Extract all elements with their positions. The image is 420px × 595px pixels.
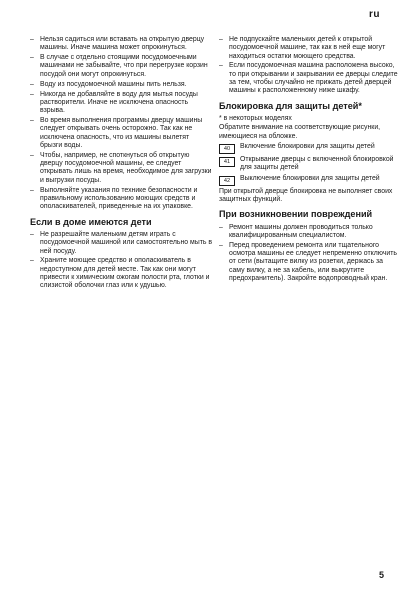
section-heading-child-lock: Блокировка для защиты детей* (219, 100, 362, 111)
figure-reference-text: Включение блокировки для защиты детей (240, 142, 375, 150)
children-bullet-list-continued (219, 36, 399, 96)
left-column (30, 36, 212, 292)
figure-reference-text: Открывание дверцы с включенной блокировкой для защиты детей (240, 155, 394, 172)
figure-reference-row (219, 156, 399, 173)
section-heading-children: Если в доме имеются дети (30, 216, 152, 227)
list-item: – Никогда не добавляйте в воду для мытья посуды растворители. Иначе не исключена опасность взрыва. (30, 91, 212, 116)
safety-bullet-list (30, 36, 212, 212)
list-item: – Если посудомоечная машина расположена высоко, то при открывании и закрывании ее дверцы следите за тем, чтобы случайно не прижать детей дверцей машины к расположенному ниже шкафу. (219, 62, 399, 95)
damage-bullet-list (219, 224, 399, 284)
list-item: – Ремонт машины должен проводиться только квалифицированным специалистом. (219, 224, 399, 241)
list-item: – Выполняйте указания по технике безопасности и правильному использованию моющих средств и ополаскивателей, приведенные на их упаковке. (30, 187, 212, 212)
list-item: – Перед проведением ремонта или тщательного осмотра машины ее следует непременно отключить от сети (вытащите вилку из розетки, держась за саму вилку, а не за кабель, или выкрутите предохранитель). Закройте водопроводный кран. (219, 242, 399, 283)
section-heading-damage: При возникновении повреждений (219, 209, 373, 220)
page-number: 5 (378, 570, 384, 580)
list-item: – Воду из посудомоечной машины пить нельзя. (30, 81, 212, 89)
figure-number-box: 42 (219, 176, 235, 186)
list-item: – Чтобы, например, не споткнуться об открытую дверцу посудомоечной машины, ее следует открывать лишь на время, необходимое для загрузки и выгрузки посуды. (30, 152, 212, 185)
list-item: – Нельзя садиться или вставать на открытую дверцу машины. Иначе машина может опрокинуться. (30, 36, 212, 53)
child-lock-note: При открытой дверце блокировка не выполняет своих защитных функций. (219, 187, 393, 203)
list-item: – Храните моющее средство и ополаскиватель в недоступном для детей месте. Так как они могут привести к химическим ожогам полости рта, глотки и слизистой оболочки глаз или к удушью. (30, 257, 212, 290)
list-item: – Не разрешайте маленьким детям играть с посудомоечной машиной или самостоятельно мыть в ней посуду. (30, 231, 212, 256)
children-bullet-list (30, 231, 212, 291)
figure-number-box: 41 (219, 157, 235, 167)
language-code: ru (369, 9, 380, 20)
right-column (219, 36, 399, 285)
figure-number-box: 40 (219, 144, 235, 154)
footnote-models: * в некоторых моделях (219, 115, 292, 123)
intro-paragraph: Обратите внимание на соответствующие рисунки, имеющиеся на обложке. (219, 124, 381, 140)
list-item: – Во время выполнения программы дверцу машины следует открывать очень осторожно. Так как не исключена опасность, что из машины вылетят брызги воды. (30, 117, 212, 150)
list-item: – В случае с отдельно стоящими посудомоечными машинами не забывайте, что при перегрузке корзин посудой они могут опрокинуться. (30, 54, 212, 79)
figure-reference-text: Выключение блокировки для защиты детей (240, 174, 380, 182)
list-item: – Не подпускайте маленьких детей к открытой посудомоечной машине, так как в ней еще могут находиться остатки моющего средства. (219, 36, 399, 61)
figure-reference-row (219, 175, 399, 186)
figure-reference-row (219, 143, 399, 154)
